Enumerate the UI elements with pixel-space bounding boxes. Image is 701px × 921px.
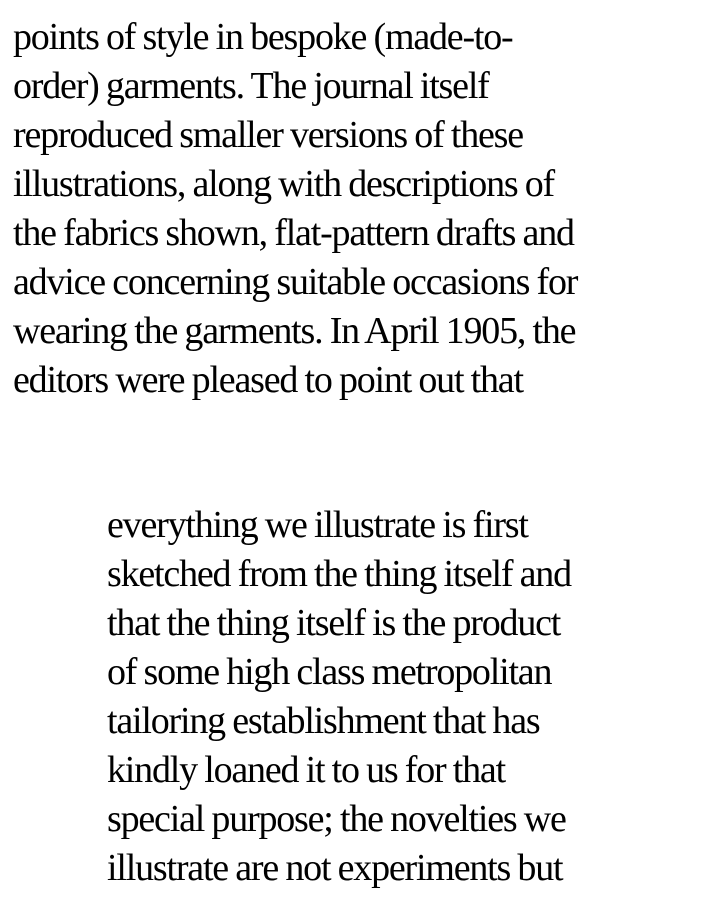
quote-line: that the thing itself is the product [107,602,561,644]
quote-line: illustrate are not experiments but [107,847,563,889]
paragraph-line: points of style in bespoke (made-to- [13,16,513,58]
quote-line: kindly loaned it to us for that [107,749,505,791]
paragraph-line: the fabrics shown, flat-pattern drafts and [13,212,574,254]
quote-line: tailoring establishment that has [107,700,540,742]
block-quote [107,501,701,893]
paragraph-line: editors were pleased to point out that [13,359,523,401]
body-paragraph [13,13,701,405]
paragraph-line: advice concerning suitable occasions for [13,261,578,303]
paragraph-line: reproduced smaller versions of these [13,114,523,156]
quote-line: special purpose; the novelties we [107,798,566,840]
paragraph-line: illustrations, along with descriptions of [13,163,555,205]
paragraph-line: wearing the garments. In April 1905, the [13,310,576,352]
paragraph-line: order) garments. The journal itself [13,65,489,107]
quote-line: everything we illustrate is first [107,504,528,546]
quote-line: sketched from the thing itself and [107,553,571,595]
quote-line: of some high class metropolitan [107,651,552,693]
